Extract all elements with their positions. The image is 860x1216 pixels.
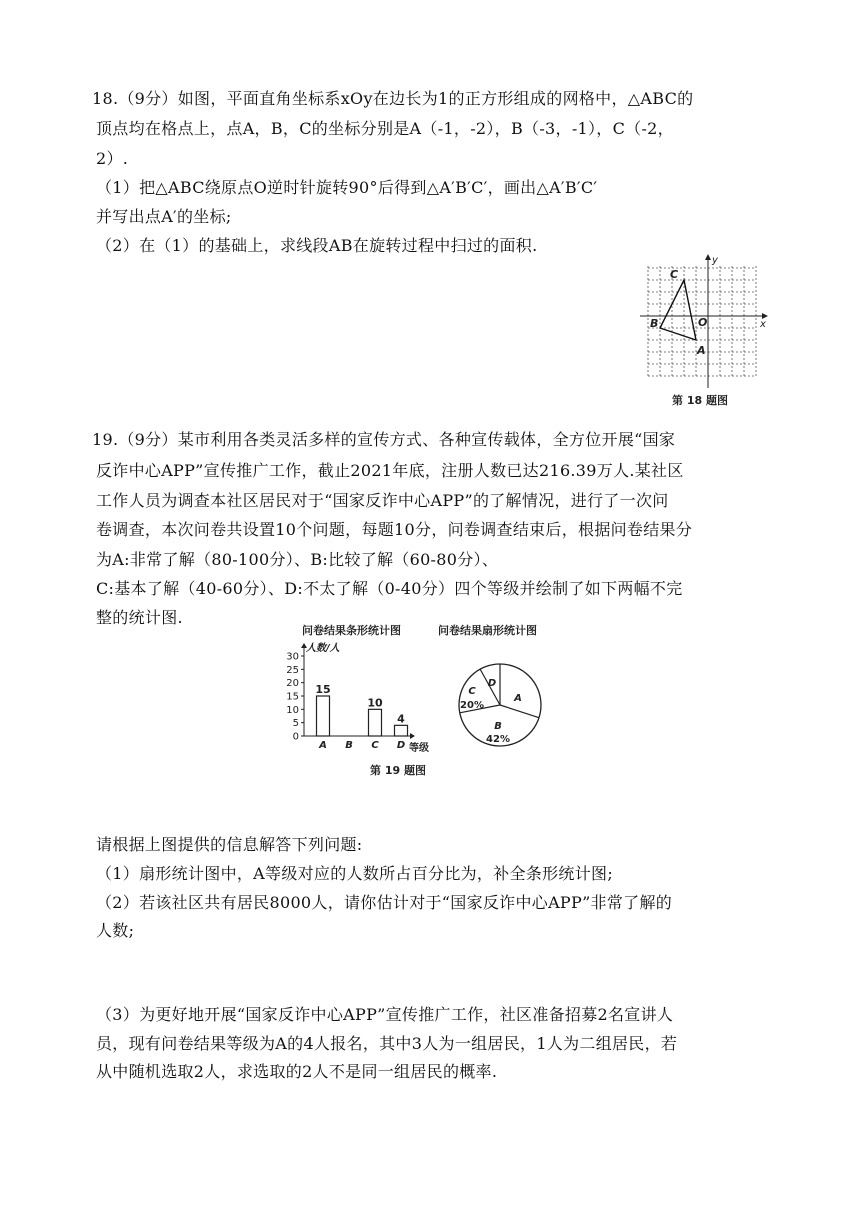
q18-line-4: （1）把△ABC绕原点O逆时针旋转90°后得到△A′B′C′，画出△A′B′C′ [96, 178, 598, 197]
pie-slice-label: D [487, 678, 497, 689]
triangle-abc [660, 280, 696, 340]
q19-sub-2-cont: 人数; [96, 921, 135, 940]
q19-line-3: 工作人员为调查本社区居民对于“国家反诈中心APP”的了解情况，进行了一次问 [96, 491, 669, 510]
pie-slice-label: B [494, 721, 502, 732]
bar-data-label: 10 [367, 696, 383, 710]
bar-y-tick-label: 5 [292, 718, 299, 730]
bar-y-tick-label: 0 [292, 731, 299, 743]
pie-chart-title: 问卷结果扇形统计图 [438, 624, 537, 637]
pie-slice-label: C [468, 686, 476, 697]
q18-line-2: 顶点均在格点上，点A，B，C的坐标分别是A（-1，-2），B（-3，-1），C（-2， [96, 119, 674, 138]
q19-sub-2: （2）若该社区共有居民8000人，请你估计对于“国家反诈中心APP”非常了解的 [96, 893, 673, 912]
bar-category-label: B [345, 740, 353, 751]
bar [369, 709, 382, 736]
q19-prompt: 请根据上图提供的信息解答下列问题: [96, 835, 363, 854]
label-a: A [697, 344, 706, 357]
q19-sub-3-cont-1: 员，现有问卷结果等级为A的4人报名，其中3人为一组居民，1人为二组居民，若 [96, 1034, 678, 1053]
q18-line-6: （2）在（1）的基础上，求线段AB在旋转过程中扫过的面积. [96, 236, 538, 255]
label-x: x [760, 319, 766, 330]
bar-category-label: D [396, 740, 406, 751]
label-o: O [698, 316, 708, 329]
y-axis-arrow [705, 254, 711, 260]
bar-category-label: C [371, 740, 379, 751]
bar-y-tick-label: 20 [286, 678, 299, 690]
bar-y-tick-label: 10 [286, 704, 299, 716]
bar-chart-title: 问卷结果条形统计图 [302, 624, 401, 637]
q19-sub-3: （3）为更好地开展“国家反诈中心APP”宣传推广工作，社区准备招募2名宣讲人 [96, 1005, 674, 1024]
q18-line-3: 2）. [96, 149, 129, 168]
q19-line-6: C:基本了解（40-60分）、D:不太了解（0-40分）四个等级并绘制了如下两幅不完 [96, 579, 683, 598]
pie-slice-label: A [514, 693, 522, 704]
q18-figure [636, 254, 776, 410]
q18-figure-caption: 第 18 题图 [672, 394, 728, 407]
label-b: B [650, 317, 659, 330]
q19-figure-caption: 第 19 题图 [370, 764, 426, 777]
bar-y-tick-label: 30 [286, 651, 299, 663]
bar-category-label: A [319, 740, 327, 751]
label-c: C [670, 268, 679, 281]
bar-chart [286, 643, 415, 751]
bar [317, 696, 330, 736]
bar [395, 725, 408, 736]
bar-x-axis-arrow [410, 733, 415, 739]
q18-line-1: 18.（9分）如图，平面直角坐标系xOy在边长为1的正方形组成的网格中，△ABC的 [92, 89, 694, 108]
q19-figure [280, 618, 580, 780]
q19-line-5: 为A:非常了解（80-100分）、B:比较了解（60-80分）、 [96, 550, 499, 569]
bar-y-label: 人数/人 [306, 643, 340, 654]
q19-line-4: 卷调查，本次问卷共设置10个问题，每题10分，问卷调查结束后，根据问卷结果分 [96, 520, 693, 539]
q19-line-7: 整的统计图. [96, 608, 183, 627]
bar-data-label: 15 [315, 683, 331, 696]
bar-x-label: 等级 [409, 743, 429, 754]
bar-y-tick-label: 25 [286, 664, 299, 676]
q19-sub-3-cont-2: 从中随机选取2人，求选取的2人不是同一组居民的概率. [96, 1062, 498, 1081]
bar-y-tick-label: 15 [286, 691, 299, 703]
q18-line-5: 并写出点A′的坐标; [96, 207, 232, 226]
bar-data-label: 4 [397, 712, 405, 726]
label-y: y [712, 255, 718, 266]
q19-sub-1: （1）扇形统计图中，A等级对应的人数所占百分比为，补全条形统计图; [96, 864, 614, 883]
q19-line-2: 反诈中心APP”宣传推广工作，截止2021年底，注册人数已达216.39万人.某社区 [96, 461, 684, 480]
pie-chart [459, 664, 541, 746]
pie-slice-value: 20% [460, 700, 484, 711]
q19-line-1: 19.（9分）某市利用各类灵活多样的宣传方式、各种宣传载体，全方位开展“国家 [92, 430, 676, 449]
pie-slice-value: 42% [486, 734, 510, 745]
